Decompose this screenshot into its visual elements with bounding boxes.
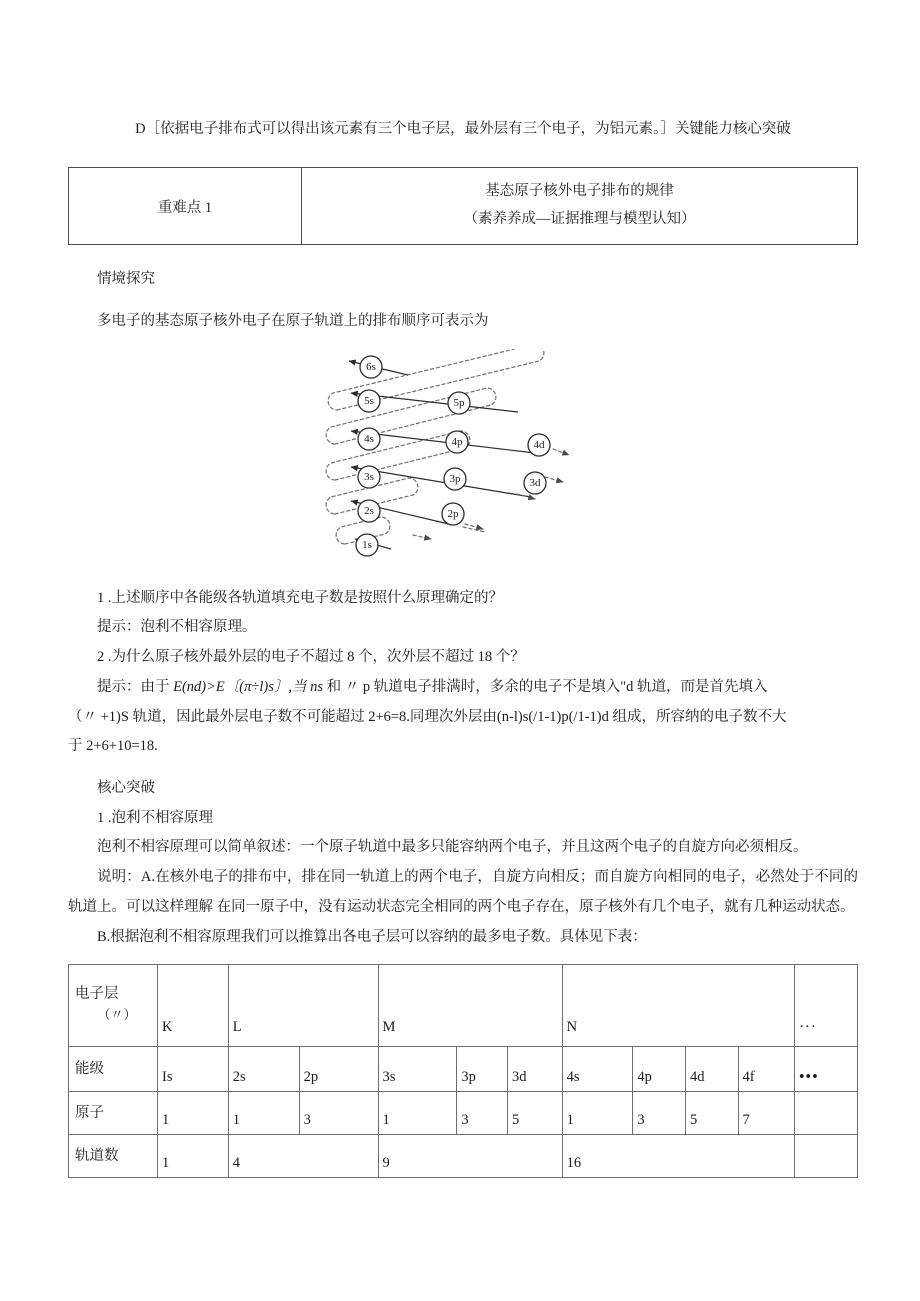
orbital-count-ellipsis	[795, 1135, 858, 1178]
level-cell-3p: 3p	[457, 1047, 508, 1092]
atom-cell-3p: 3	[457, 1092, 508, 1135]
note-b: B.根据泡利不相容原理我们可以推算出各电子层可以容纳的最多电子数。具体见下表：	[97, 928, 647, 945]
atom-cell-3d: 5	[507, 1092, 562, 1135]
atom-cell-4s: 1	[562, 1092, 633, 1135]
key-point-content	[302, 167, 858, 245]
core-point-1-heading: 1 .泡利不相容原理	[97, 809, 213, 826]
key-point-subtitle: （素养养成—证据推理与模型认知）	[463, 211, 696, 228]
atom-cell-1s: 1	[158, 1092, 229, 1135]
level-cell-4p: 4p	[633, 1047, 686, 1092]
level-cell-2s: 2s	[228, 1047, 299, 1092]
atom-cell-4f: 7	[738, 1092, 795, 1135]
level-cell-3d: 3d	[507, 1047, 562, 1092]
atom-cell-2p: 3	[299, 1092, 378, 1135]
situation-intro: 多电子的基态原子核外电子在原子轨道上的排布顺序可表示为	[97, 313, 489, 329]
situation-heading: 情境探究	[97, 271, 155, 288]
level-cell-ellipsis: •••	[795, 1047, 858, 1092]
atom-cell-4d: 5	[685, 1092, 738, 1135]
shell-cell-L: L	[228, 965, 378, 1047]
table-row	[69, 167, 858, 245]
atom-cell-2s: 1	[228, 1092, 299, 1135]
atom-cell-4p: 3	[633, 1092, 686, 1135]
table-row-level	[69, 1047, 858, 1092]
answer-2-line-1	[68, 673, 858, 703]
level-cell-1s: Is	[158, 1047, 229, 1092]
shell-cell-N: N	[562, 965, 795, 1047]
row-header-orbital-count: 轨道数	[69, 1135, 158, 1178]
orbital-label-3d: 3d	[529, 476, 541, 489]
shell-cell-M: M	[378, 965, 562, 1047]
table-row-orbital-count	[69, 1135, 858, 1178]
key-point-label: 重难点 1	[69, 167, 302, 245]
answer-explanation-line: D［依据电子排布式可以得出该元素有三个电子层，最外层有三个电子，为铝元素。］关键能力核心突破	[135, 120, 791, 137]
electron-shell-table	[68, 964, 858, 1178]
row-header-shell	[69, 965, 158, 1047]
level-cell-3s: 3s	[378, 1047, 457, 1092]
question-1: 1 .上述顺序中各能级各轨道填充电子数是按照什么原理确定的？	[97, 589, 503, 606]
orbital-count-K: 1	[158, 1135, 229, 1178]
level-cell-4s: 4s	[562, 1047, 633, 1092]
spacer	[68, 762, 858, 774]
spacer	[68, 952, 858, 964]
core-breakthrough-heading: 核心突破	[97, 780, 155, 797]
orbital-label-5s: 5s	[364, 394, 374, 407]
orbital-label-6s: 6s	[366, 360, 376, 373]
atom-cell-ellipsis	[795, 1092, 858, 1135]
orbital-label-4s: 4s	[364, 432, 374, 445]
answer-2-formula: E(nd)>E〔(π÷l)s〕,当	[173, 678, 311, 695]
answer-2-suffix: 和 〃 p 轨道电子排满时，多余的电子不是填入"d 轨道，而是首先填入	[323, 678, 768, 695]
orbital-label-2p: 2p	[447, 507, 459, 520]
row-header-atom: 原子	[69, 1092, 158, 1135]
orbital-label-1s: 1s	[362, 538, 372, 551]
answer-2-prefix: 提示：由于	[97, 678, 174, 695]
core-point-1-body: 泡利不相容原理可以简单叙述：一个原子轨道中最多只能容纳两个电子，并且这两个电子的自旋方向必须相反。	[97, 839, 808, 856]
note-a: 说明：A.在核外电子的排布中，排在同一轨道上的两个电子，自旋方向相反；而自旋方向相同的电子，必然处于不同的轨道上。可以这样理解 在同一原子中，没有运动状态完全相同的两个电子存在，原子核外有几个电子，就有几种运动状态。	[68, 869, 858, 915]
shell-cell-K: K	[158, 965, 229, 1047]
document-content	[68, 104, 858, 1178]
orbital-label-5p: 5p	[453, 396, 465, 409]
answer-2-line-2: （〃 +1)S 轨道，因此最外层电子数不可能超过 2+6=8.同理次外层由(n-l)s(/1-1)p(/1-1)d 组成，所容纳的电子数不大	[68, 708, 787, 725]
spacer	[68, 337, 858, 349]
key-point-title: 基态原子核外电子排布的规律	[485, 182, 674, 199]
level-cell-2p: 2p	[299, 1047, 378, 1092]
level-cell-4f: 4f	[738, 1047, 795, 1092]
level-cell-4d: 4d	[685, 1047, 738, 1092]
key-point-table	[68, 167, 858, 246]
table-row-shell	[69, 965, 858, 1047]
orbital-count-L: 4	[228, 1135, 378, 1178]
orbital-count-N: 16	[562, 1135, 795, 1178]
row-header-shell-main: 电子层	[75, 985, 119, 1002]
electron-filling-order-diagram	[313, 349, 613, 564]
spacer	[68, 245, 858, 265]
answer-2-ns: ns	[310, 678, 323, 695]
orbital-diagram-container	[68, 349, 858, 564]
row-header-level: 能级	[69, 1047, 158, 1092]
question-2: 2 .为什么原子核外最外层的电子不超过 8 个，次外层不超过 18 个？	[97, 649, 525, 666]
table-row-atom	[69, 1092, 858, 1135]
answer-2-line-3: 于 2+6+10=18.	[68, 738, 158, 755]
spacer	[68, 564, 858, 584]
atom-cell-3s: 1	[378, 1092, 457, 1135]
orbital-count-M: 9	[378, 1135, 562, 1178]
orbital-label-3p: 3p	[449, 472, 461, 485]
orbital-label-3s: 3s	[364, 470, 374, 483]
spacer	[68, 155, 858, 167]
shell-cell-ellipsis: ···	[795, 965, 858, 1047]
orbital-label-2s: 2s	[364, 504, 374, 517]
spacer	[68, 295, 858, 307]
orbital-label-4d: 4d	[533, 438, 545, 451]
row-header-shell-sub: （〃）	[97, 1007, 137, 1023]
orbital-label-4p: 4p	[451, 435, 463, 448]
answer-1: 提示：泡利不相容原理。	[97, 619, 257, 636]
